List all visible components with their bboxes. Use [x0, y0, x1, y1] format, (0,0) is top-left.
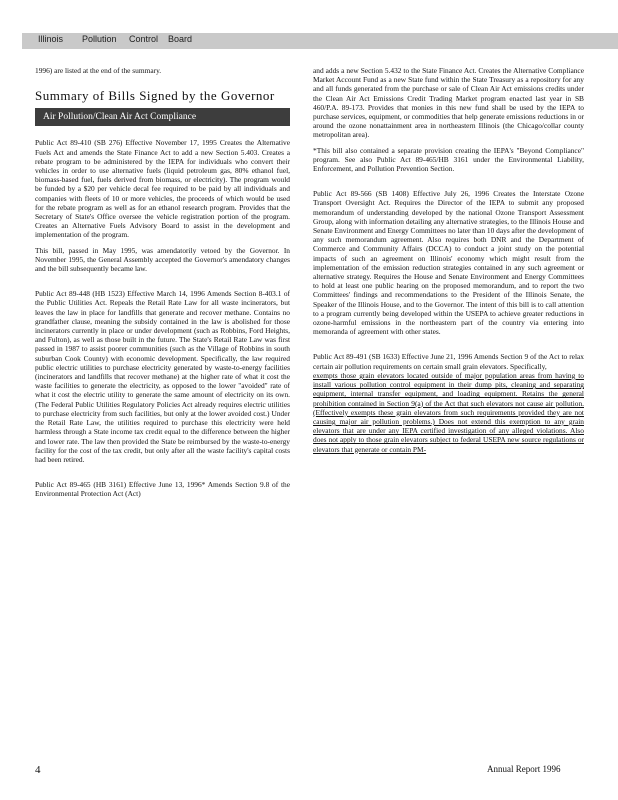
paragraph: This bill, passed in May 1995, was amendatorily vetoed by the Governor. In November 1995, the General Assembly accepted the Governor's amendatory changes and the bill subsequently became law. — [35, 245, 290, 274]
paragraph: Public Act 89-410 (SB 276) Effective November 17, 1995 Creates the Alternative Fuels Act and amends the State Finance Act to add a new Section 5.403. Creates a rebate program to be administered by the IEPA for individuals who convert their vehicles in order to use alternative fuels (liquid petroleum gas, 80% ethanol fuel, biomass-based fuel, fuels derived from biomass, or electricity). The program would be funded by a $20 per vehicle decal fee required to be paid by all individuals and companies with fleets of 10 or more vehicles, the proceeds of which would be used for the rebate program as well as for an ethanol research program. Provides that the Secretary of State's Office oversee the vehicle registration portion of the program. Creates an Alternative Fuels Advisory Board to assist in the development and implementation of the program. — [35, 138, 290, 240]
page-title: Summary of Bills Signed by the Governor — [35, 88, 275, 104]
left-column — [35, 66, 290, 505]
header-word: Board — [168, 34, 193, 44]
paragraph: and adds a new Section 5.432 to the State Finance Act. Creates the Alternative Compliance Market Account Fund as a new State fund within the State Treasury as a repository for any and all funds generated from the purchase or sale of Clean Air Act emissions credits under the Clean Air Act Emissions Credit Trading Market program enacted last year in SB 460/P.A. 89-173. Provides that monies in this new fund shall be used by the IEPA to purchase services, equipment, or commodities that help generate emissions reductions in or around the ozone nonattainment area in northeastern Illinois (the Chicago/collar county metropolitan area). — [313, 66, 584, 140]
header-word: Illinois — [38, 34, 64, 44]
paragraph: *This bill also contained a separate provision creating the IEPA's "Beyond Compliance" program. See also Public Act 89-465/HB 3161 under the Environmental Liability, Enforcement, and Pollution Prevention Section. — [313, 145, 584, 174]
paragraph: Public Act 89-491 (SB 1633) Effective June 21, 1996 Amends Section 9 of the Act to relax certain air pollution requirements on certain small grain elevators. Specifically, — [313, 352, 584, 371]
header-word: Pollution — [82, 34, 117, 44]
paragraph: Public Act 89-465 (HB 3161) Effective June 13, 1996* Amends Section 9.8 of the Environmental Protection Act (Act) — [35, 480, 290, 499]
header-bar — [22, 33, 618, 49]
paragraph: Public Act 89-448 (HB 1523) Effective March 14, 1996 Amends Section 8-403.1 of the Public Utilities Act. Repeals the Retail Rate Law for all waste incinerators, but leaves the law in place for landfills that generate and recover methane. Contains no grandfather clause, meaning the subsidy contained in the law is abolished for those incinerators currently in place or under development (such as Robbins, Ford Heights, and Fulton), as well as those built in the future. The State's Retail Rate Law was first passed in 1987 to assist poorer communities (such as the Village of Robbins in south suburban Cook County) with economic development. Specifically, the law required public electric utilities to purchase electricity generated by waste-to-energy facilities (incinerators and landfills that recover methane) at the higher rate of what it cost the waste facilities to generate the electricity, as opposed to the lower "avoided" rate of what it cost the electric utility to generate the same amount of electricity on its own. (The Federal Public Utilities Regulatory Policies Act already requires electric utilities to purchase electricity from such facilities, but only at the lower avoided cost.) Under the Retail Rate Law, the utilities required to purchase this electricity were held harmless through a State income tax credit equal to the difference between the higher and lower rate. The law then provided the State be reimbursed by the waste-to-energy facility for the cost of the tax credit, but only after all the waste facility's capital costs had been retired. — [35, 289, 290, 464]
right-column — [313, 66, 584, 460]
section-banner: Air Pollution/Clean Air Act Compliance — [35, 108, 290, 126]
underlined-paragraph: exempts those grain elevators located outside of major population areas from having to install various pollution control equipment in their dump pits, cleaning and separating equipment, internal transfer equipment, and loading equipment. Retains the general prohibition contained in Section 9(a) of the Act that such elevators not cause air pollution. (Effectively exempts these grain elevators from such requirements provided they are not causing major air pollution problems.) Does not extend this exemption to any grain elevators that are under any IEPA certified investigation of any alleged violations. Also does not apply to those grain elevators subject to federal USEPA new source regulations or elevators that generate or contain PM- — [313, 370, 584, 454]
page-number: 4 — [35, 764, 41, 776]
paragraph: Public Act 89-566 (SB 1408) Effective July 26, 1996 Creates the Interstate Ozone Transport Oversight Act. Requires the Director of the IEPA to submit any proposed memorandum of understanding developed by the national Ozone Transport Assessment Group, along with information detailing any alternative strategies, to the Illinois House and Senate Environment and Energy Committees no later than 10 days after the development of any such memorandum agreement. Also requires both DNR and the Department of Commerce and Community Affairs (DCCA) to conduct a joint study on the potential impacts of such an agreement on Illinois' economy which might result from the implementation of the emission reduction strategies contained in any such agreement or alternative strategy. Requires the House and Senate Environment and Energy Committees to hold at least one public hearing on the proposed memorandum, and to report the two Committees' findings and recommendations to the President of the Illinois Senate, the Speaker of the Illinois House, and to the Governor. The intent of this bill is to call attention to a program currently being developed within the USEPA to achieve greater reductions in ozone-harmful emissions in the northeastern part of the country via entering into memoranda of agreement with other states. — [313, 189, 584, 337]
header-word: Control — [129, 34, 159, 44]
intro-text: 1996) are listed at the end of the summary. — [35, 66, 162, 75]
footer-report: Annual Report 1996 — [487, 764, 561, 774]
